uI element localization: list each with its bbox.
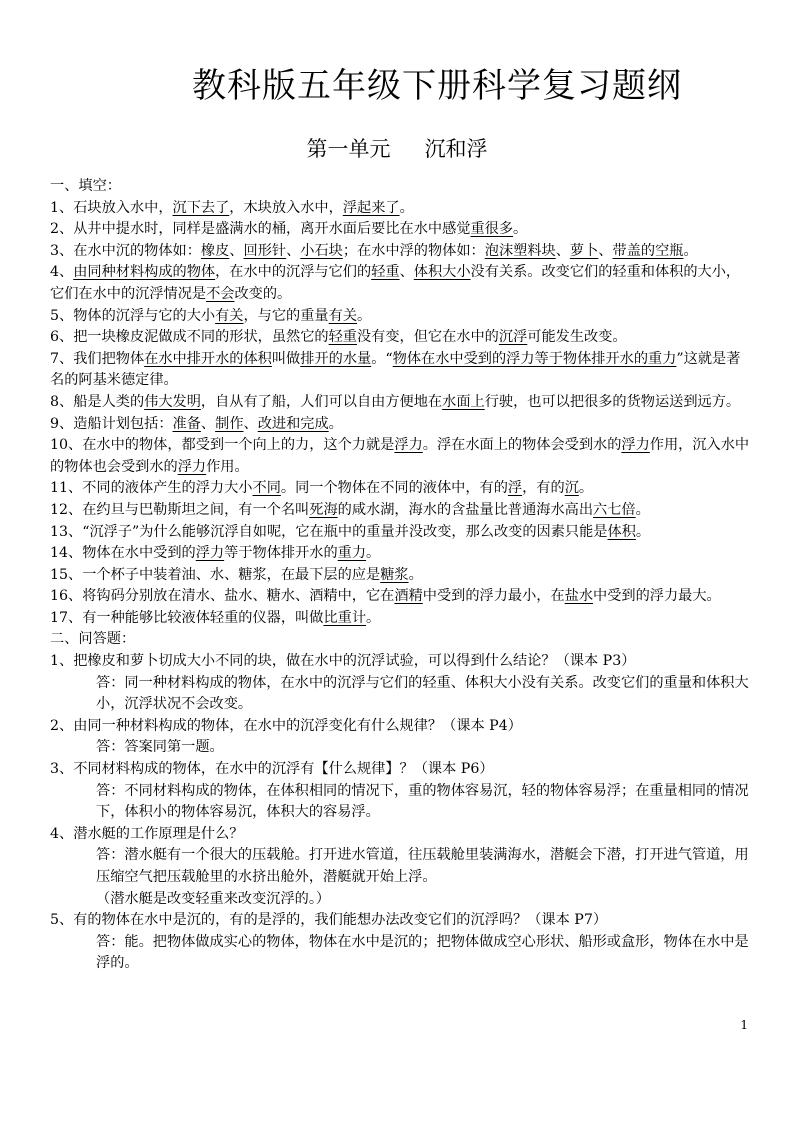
answer-blank: 浮力 bbox=[195, 545, 225, 562]
answer-blank: 浮力 bbox=[177, 458, 207, 475]
item-text: 6、把一块橡皮泥做成不同的形状，虽然它的 bbox=[50, 329, 329, 346]
answer-blank: 制作 bbox=[215, 415, 244, 432]
item-text: 。 bbox=[399, 199, 414, 216]
unit-heading bbox=[0, 133, 794, 163]
answer-blank: 沉 bbox=[564, 480, 579, 497]
item-text: ，在水中的沉浮与它们的 bbox=[215, 264, 372, 281]
question: 2、由同一种材料构成的物体，在水中的沉浮变化有什么规律？（课本 P4） bbox=[50, 717, 522, 734]
fill-in-list bbox=[50, 198, 750, 630]
item-text: 、 bbox=[229, 242, 244, 259]
answer-blank: 重力 bbox=[337, 545, 367, 562]
item-text: 。 bbox=[635, 501, 650, 518]
answer-blank: 沉下去了 bbox=[172, 199, 230, 216]
item-text: ，与它的重量 bbox=[243, 307, 329, 324]
answer-blank: 酒精 bbox=[394, 588, 423, 605]
fill-item bbox=[50, 435, 750, 478]
question: 1、把橡皮和萝卜切成大小不同的块，做在水中的沉浮试验，可以得到什么结论？（课本 P3） bbox=[50, 653, 636, 670]
item-text: 中受到的浮力最大。 bbox=[593, 588, 721, 605]
unit-name: 沉和浮 bbox=[424, 137, 488, 161]
answer-blank: 比重计 bbox=[323, 609, 367, 626]
item-text: 没有变，但它在水中的 bbox=[356, 329, 499, 346]
item-text: 。 bbox=[366, 609, 381, 626]
item-text: 。 bbox=[635, 523, 651, 540]
fill-item bbox=[50, 219, 750, 241]
item-text: ，有的 bbox=[522, 480, 565, 497]
item-text: 15、一个杯子中装着油、水、糖浆，在最下层的应是 bbox=[50, 566, 381, 583]
item-text: 、 bbox=[555, 242, 570, 259]
fill-item bbox=[50, 327, 750, 349]
item-text: 、 bbox=[598, 242, 613, 259]
item-text: 。同一个物体在不同的液体中，有的 bbox=[280, 480, 508, 497]
item-text: 。 bbox=[357, 307, 372, 324]
answer: 答：不同材料构成的物体，在体积相同的情况下，重的物体容易沉，轻的物体容易浮；在重量相同的情况下，体积小的物体容易沉，体积大的容易浮。 bbox=[96, 782, 749, 821]
answer-blank: 有关 bbox=[215, 307, 244, 324]
answer-blank: 沉浮 bbox=[498, 329, 528, 346]
question: 5、有的物体在水中是沉的，有的是浮的，我们能想办法改变它们的沉浮吗？（课本 P7） bbox=[50, 912, 608, 929]
answer-blank: 死海 bbox=[309, 501, 338, 518]
item-text: 。 bbox=[328, 415, 343, 432]
item-text: 的咸水湖，海水的含盐量比普通海水高出 bbox=[337, 501, 594, 518]
answer-blank: 浮起来了 bbox=[342, 199, 400, 216]
item-text: 、 bbox=[243, 415, 258, 432]
item-text: 作用，沉入水中的物体也会受到水的 bbox=[50, 437, 750, 475]
answer-blank: 在水中排开水的体积 bbox=[144, 350, 272, 367]
answer-blank: 重很多 bbox=[470, 221, 514, 238]
item-text: 3、在水中沉的物体如： bbox=[50, 242, 201, 259]
section-fill-heading: 一、填空： bbox=[50, 178, 121, 194]
fill-item bbox=[50, 608, 750, 630]
fill-item bbox=[50, 349, 750, 392]
answer-note: （潜水艇是改变轻重来改变沉浮的。） bbox=[96, 890, 331, 907]
answer: 答：同一种材料构成的物体，在水中的沉浮与它们的轻重、体积大小没有关系。改变它们的重量和体积大小，沉浮状况不会改变。 bbox=[96, 674, 749, 713]
page-number: 1 bbox=[740, 1018, 748, 1032]
item-text: 13、“沉浮子”为什么能够沉浮自如呢，它在瓶中的重量并没改变，那么改变的因素只能是 bbox=[50, 523, 608, 540]
item-text: 14、物体在水中受到的 bbox=[50, 545, 196, 562]
fill-item bbox=[50, 241, 750, 263]
fill-item bbox=[50, 478, 750, 500]
answer-blank: 伟大发明 bbox=[144, 393, 201, 410]
item-text: ，自从有了船，人们可以自由方便地在 bbox=[200, 393, 443, 410]
fill-item bbox=[50, 198, 750, 220]
answer-blank: 带盖的空瓶 bbox=[612, 242, 684, 259]
item-text: 。 bbox=[513, 221, 528, 238]
item-text: 8、船是人类的 bbox=[50, 393, 145, 410]
item-text: 。“ bbox=[371, 350, 393, 367]
item-text: ”这就是著名的阿基米德定律。 bbox=[50, 350, 741, 389]
answer: 答：能。把物体做成实心的物体，物体在水中是沉的；把物体做成空心形状、船形或盒形，物体在水中是浮的。 bbox=[96, 933, 749, 972]
answer-blank: 排开的水量 bbox=[300, 350, 372, 367]
document-body bbox=[50, 176, 750, 975]
answer-blank: 浮力 bbox=[394, 437, 423, 454]
item-text: 可能发生改变。 bbox=[527, 329, 627, 346]
question: 4、潜水艇的工作原理是什么？ bbox=[50, 825, 244, 842]
item-text: 改变的。 bbox=[234, 285, 292, 302]
answer: 答：潜水艇有一个很大的压载舱。打开进水管道，往压载舱里装满海水，潜艇会下潜，打开进气管道，用压缩空气把压载舱里的水挤出舱外，潜艇就开始上浮。 bbox=[96, 847, 749, 885]
answer: 答：答案同第一题。 bbox=[96, 739, 224, 756]
answer-blank: 有关 bbox=[328, 307, 358, 324]
item-text: 作用。 bbox=[206, 458, 249, 475]
item-text: 没有关系。改变它们的轻重和体积的大小，它们在水中的沉浮情况是 bbox=[50, 264, 741, 302]
answer-blank: 萝卜 bbox=[569, 242, 599, 259]
item-text: 、 bbox=[399, 264, 414, 281]
answer-blank: 橡皮 bbox=[200, 242, 230, 259]
fill-item bbox=[50, 565, 750, 587]
item-text: 。 bbox=[366, 545, 381, 562]
item-text: 12、在约旦与巴勒斯坦之间，有一个名叫 bbox=[50, 501, 310, 518]
answer-blank: 体积 bbox=[607, 523, 636, 540]
answer-blank: 浮力 bbox=[621, 437, 650, 454]
answer-blank: 水面上 bbox=[442, 393, 485, 410]
answer-blank: 糖浆 bbox=[380, 566, 409, 583]
item-text: 叫做 bbox=[271, 350, 301, 367]
item-text: 中受到的浮力最小，在 bbox=[422, 588, 565, 605]
qa-list bbox=[50, 651, 750, 975]
question: 3、不同材料构成的物体，在水中的沉浮有【什么规律】？（课本 P6） bbox=[50, 761, 494, 778]
answer-blank: 不同 bbox=[252, 480, 281, 497]
item-text: 2、从井中提水时，同样是盛满水的桶，离开水面后要比在水中感觉 bbox=[50, 221, 471, 238]
item-text: 。 bbox=[683, 242, 698, 259]
answer-blank: 由同种材料构成的物体 bbox=[73, 264, 216, 281]
fill-item bbox=[50, 522, 750, 544]
item-text: 。浮在水面上的物体会受到水的 bbox=[422, 437, 622, 454]
item-text: 4、 bbox=[50, 264, 74, 281]
answer-blank: 体积大小 bbox=[413, 264, 471, 281]
fill-item bbox=[50, 414, 750, 436]
answer-blank: 浮 bbox=[507, 480, 523, 497]
item-text: 、 bbox=[200, 415, 216, 432]
answer-blank: 盐水 bbox=[564, 588, 594, 605]
answer-blank: 不会 bbox=[206, 285, 235, 302]
item-text: 17、有一种能够比较液体轻重的仪器，叫做 bbox=[50, 609, 324, 626]
fill-item bbox=[50, 262, 750, 305]
answer-blank: 回形针 bbox=[243, 242, 287, 259]
answer-blank: 轻重 bbox=[371, 264, 400, 281]
answer-blank: 物体在水中受到的浮力等于物体排开水的重力 bbox=[392, 350, 677, 367]
item-text: 9、造船计划包括： bbox=[50, 415, 173, 432]
fill-item bbox=[50, 543, 750, 565]
item-text: 16、将钩码分别放在清水、盐水、糖水、酒精中，它在 bbox=[50, 588, 395, 605]
item-text: 5、物体的沉浮与它的大小 bbox=[50, 307, 216, 324]
item-text: 、 bbox=[286, 242, 301, 259]
answer-blank: 准备 bbox=[172, 415, 201, 432]
section-qa-heading: 二、问答题： bbox=[50, 631, 136, 648]
document-title: 教科版五年级下册科学复习题纲 bbox=[192, 66, 682, 106]
item-text: 。 bbox=[408, 566, 423, 583]
item-text: 1、石块放入水中， bbox=[50, 199, 173, 216]
item-text: ，木块放入水中， bbox=[229, 199, 343, 216]
fill-item bbox=[50, 586, 750, 608]
fill-item bbox=[50, 500, 750, 522]
fill-item bbox=[50, 392, 750, 414]
answer-blank: 轻重 bbox=[328, 329, 357, 346]
answer-blank: 六七倍 bbox=[593, 501, 636, 518]
fill-item bbox=[50, 306, 750, 328]
item-text: 7、我们把物体 bbox=[50, 350, 145, 367]
item-text: ；在水中浮的物体如： bbox=[342, 242, 485, 259]
answer-blank: 改进和完成 bbox=[257, 415, 329, 432]
item-text: 等于物体排开水的 bbox=[224, 545, 338, 562]
item-text: 行驶，也可以把很多的货物运送到远方。 bbox=[484, 393, 741, 410]
unit-label: 第一单元 bbox=[306, 137, 391, 161]
item-text: 。 bbox=[578, 480, 594, 497]
answer-blank: 泡沫塑料块 bbox=[484, 242, 556, 259]
answer-blank: 小石块 bbox=[300, 242, 343, 259]
item-text: 10、在水中的物体，都受到一个向上的力，这个力就是 bbox=[50, 437, 395, 454]
item-text: 11、不同的液体产生的浮力大小 bbox=[50, 480, 253, 497]
